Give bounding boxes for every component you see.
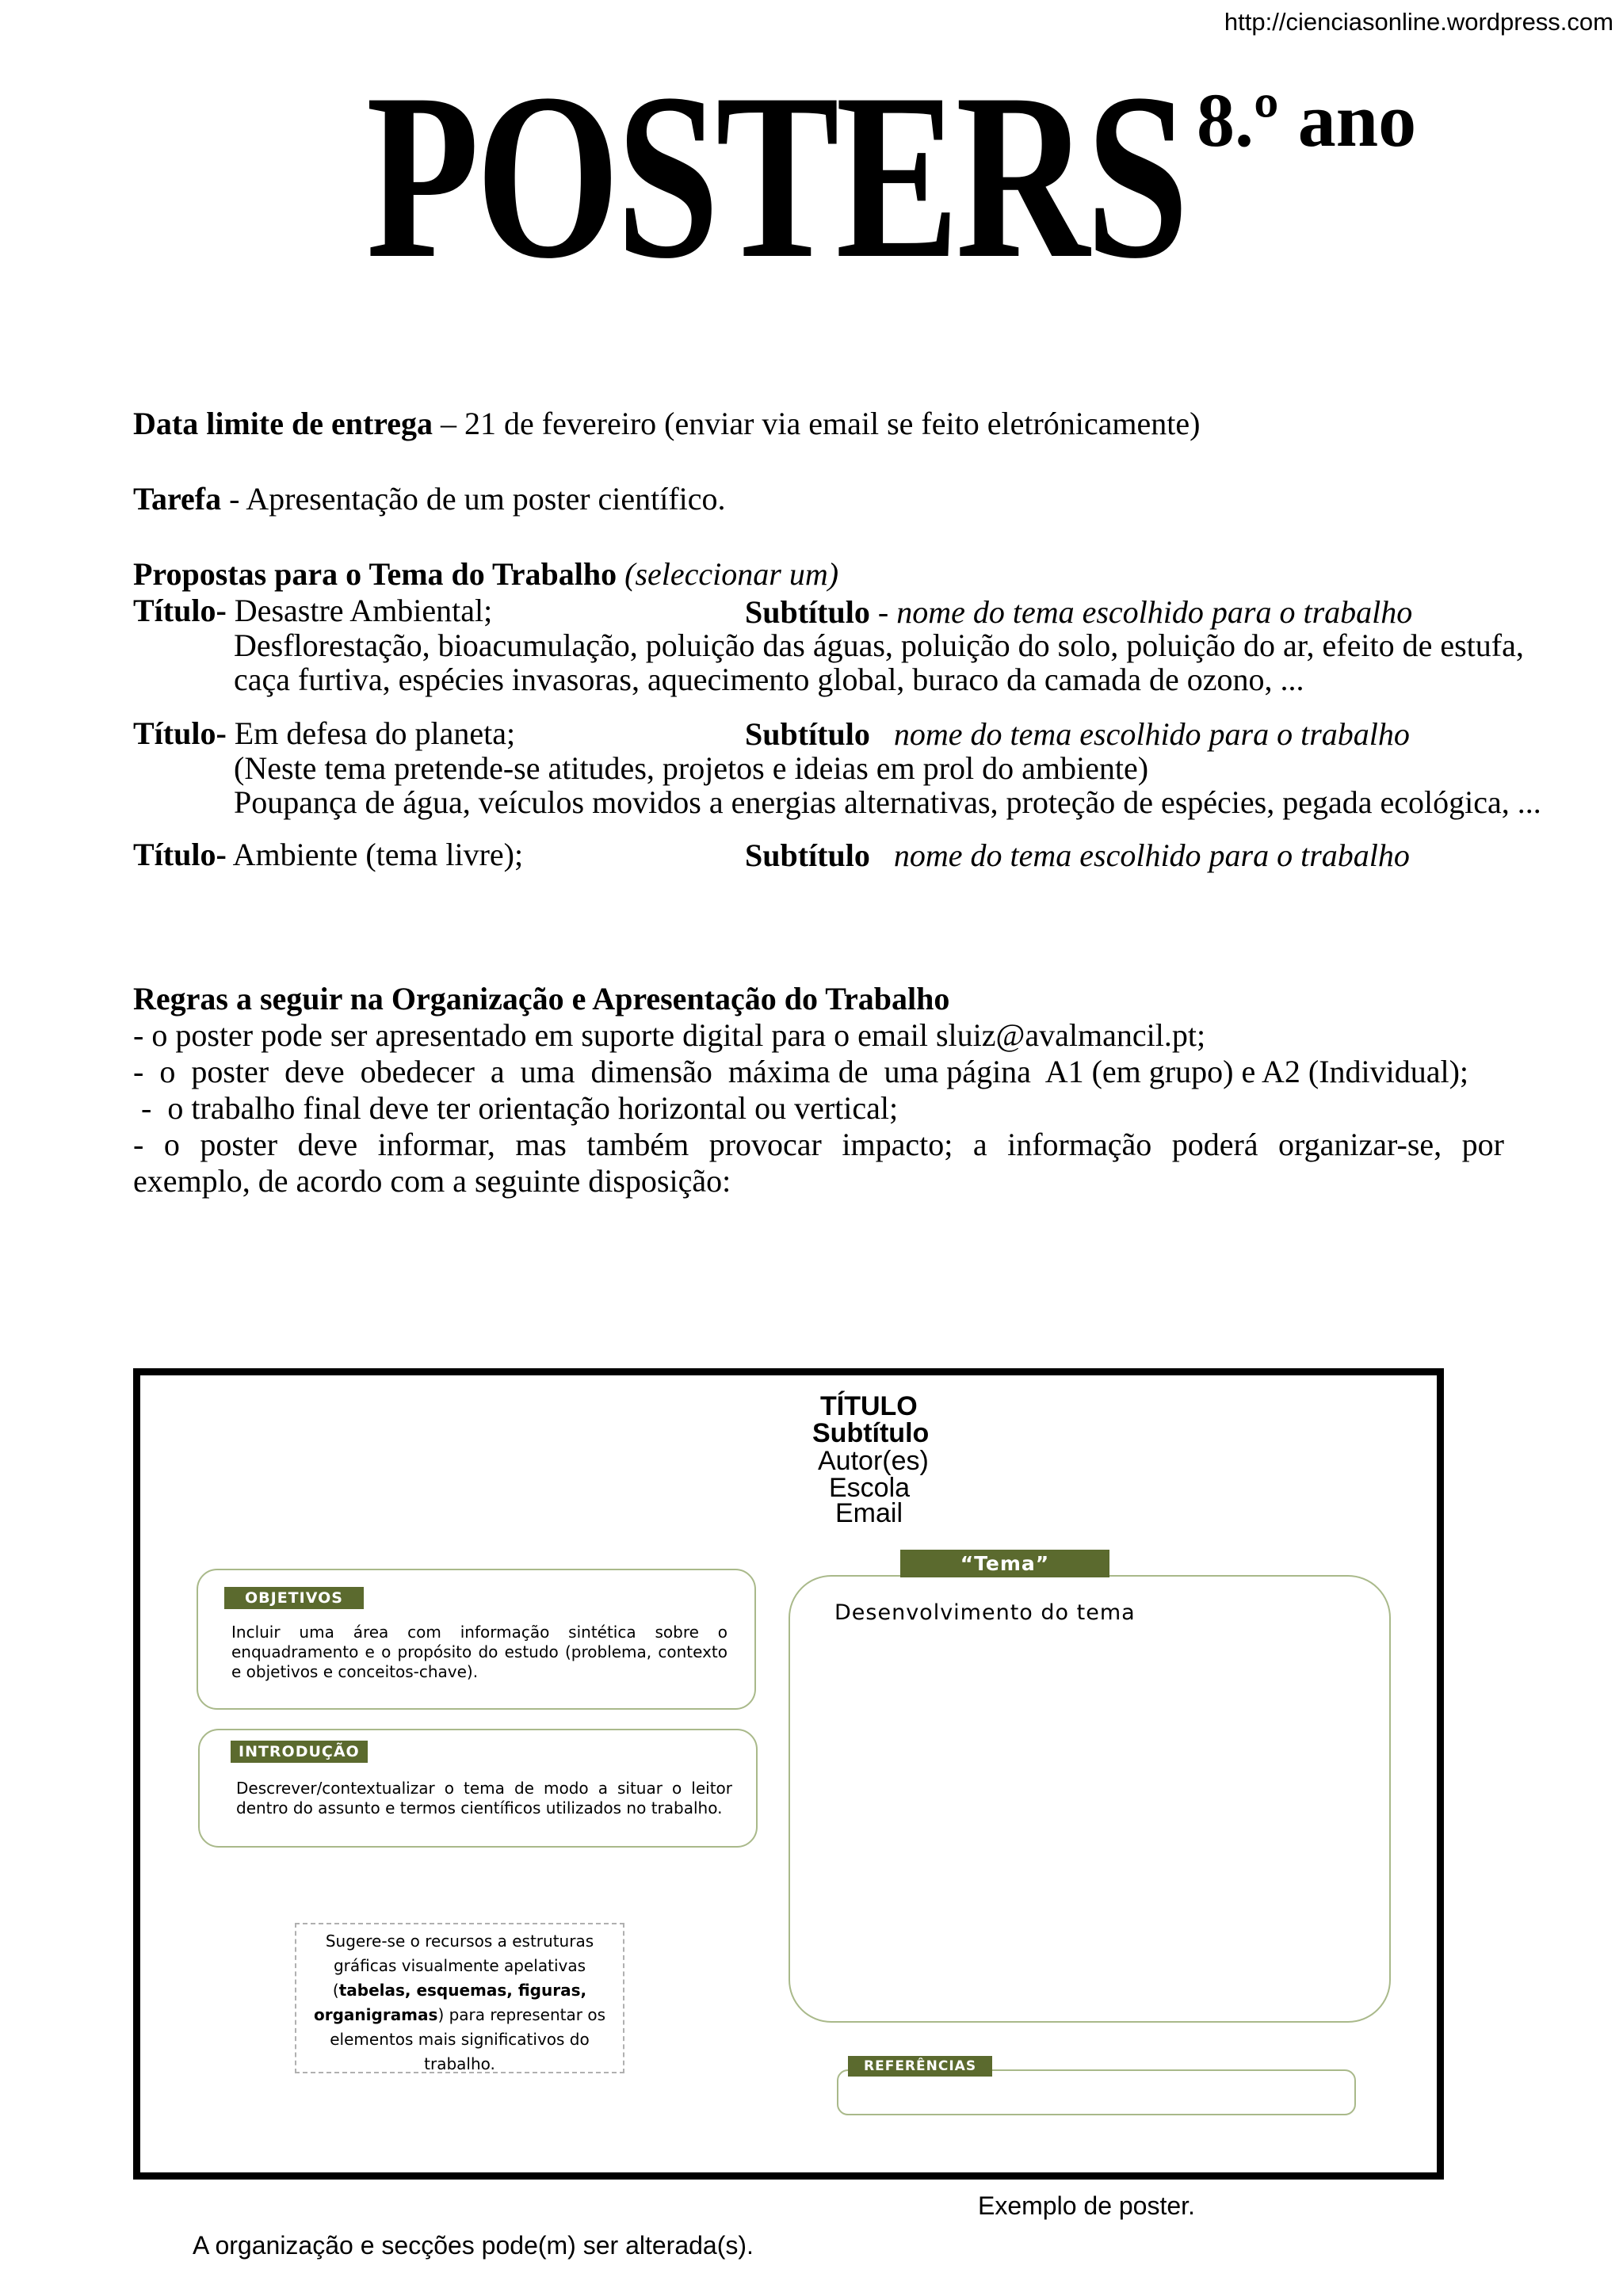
- poster-title: TÍTULO: [820, 1391, 918, 1421]
- rules-heading-text: Regras a seguir na Organização e Apresentação do Trabalho: [133, 981, 950, 1016]
- deadline-text: – 21 de fevereiro (enviar via email se feito eletrónicamente): [433, 406, 1201, 441]
- poster-email: Email: [835, 1498, 903, 1528]
- task-label: Tarefa: [133, 481, 222, 517]
- rule-item: exemplo, de acordo com a seguinte disposição:: [133, 1163, 731, 1199]
- introduction-text: Descrever/contextualizar o tema de modo a situar o leitor dentro do assunto e termos científicos utilizados no trabalho.: [236, 1779, 732, 1817]
- objectives-tag: OBJETIVOS: [224, 1587, 364, 1609]
- proposals-heading: [133, 556, 838, 593]
- suggestion-text-end: ) para representar os elementos mais significativos do trabalho.: [330, 2005, 605, 2073]
- grade-label: 8.º ano: [1197, 78, 1417, 162]
- introduction-tag: INTRODUÇÃO: [231, 1741, 368, 1763]
- source-url[interactable]: http://cienciasonline.wordpress.com: [1224, 8, 1613, 36]
- suggestion-text: Sugere-se o recursos a estruturas gráficas visualmente apelativas (: [325, 1932, 594, 2000]
- suggestion-box: [295, 1923, 624, 2073]
- organization-note: A organização e secções pode(m) ser alterada(s).: [193, 2231, 754, 2260]
- poster-subtitle: Subtítulo: [812, 1418, 930, 1448]
- objectives-text: Incluir uma área com informação sintética sobre o enquadramento e o propósito do estudo (problema, contexto e objetivos e conceitos-chave).: [231, 1623, 727, 1681]
- theme-title: Ambiente (tema livre);: [226, 837, 524, 872]
- theme-title-label: Título-: [133, 593, 227, 628]
- theme-tag: “Tema”: [900, 1550, 1109, 1577]
- poster-school: Escola: [829, 1473, 911, 1503]
- subtitle-label: Subtítulo: [745, 716, 870, 752]
- subtitle-text: nome do tema escolhido para o trabalho: [893, 716, 1410, 752]
- rule-item: - o poster pode ser apresentado em suporte digital para o email sluiz@avalmancil.pt;: [133, 1017, 1206, 1053]
- deadline-line: [133, 406, 1200, 442]
- theme-title: Desastre Ambiental;: [226, 593, 493, 628]
- theme-2-subtitle: [745, 716, 1410, 753]
- theme-1-line-2: caça furtiva, espécies invasoras, aquecimento global, buraco da camada de ozono, ...: [234, 662, 1304, 697]
- theme-box: [789, 1575, 1391, 2023]
- deadline-label: Data limite de entrega: [133, 406, 433, 441]
- theme-2-line-2: Poupança de água, veículos movidos a energias alternativas, proteção de espécies, pegada ecológica, ...: [234, 784, 1541, 820]
- theme-2-line-1: (Neste tema pretende-se atitudes, projetos e ideias em prol do ambiente): [234, 750, 1149, 786]
- theme-development-text: Desenvolvimento do tema: [834, 1600, 1136, 1625]
- rule-item: - o poster deve informar, mas também provocar impacto; a informação poderá organizar-se, por: [133, 1127, 1504, 1162]
- suggestion-bold: tabelas, esquemas, figuras, organigramas: [314, 1981, 587, 2024]
- proposals-label: Propostas para o Tema do Trabalho: [133, 556, 617, 592]
- rule-item: - o poster deve obedecer a uma dimensão máxima de uma página A1 (em grupo) e A2 (Individual);: [133, 1054, 1469, 1089]
- subtitle-label: Subtítulo: [745, 837, 870, 873]
- theme-title-label: Título-: [133, 837, 227, 872]
- task-line: [133, 481, 726, 517]
- theme-3-subtitle: [745, 837, 1410, 874]
- subtitle-separator: -: [869, 594, 897, 630]
- references-tag: REFERÊNCIAS: [848, 2056, 992, 2077]
- poster-authors: Autor(es): [818, 1446, 929, 1476]
- example-caption: Exemplo de poster.: [978, 2191, 1195, 2220]
- theme-1-line-1: Desflorestação, bioacumulação, poluição das águas, poluição do solo, poluição do ar, efeito de estufa,: [234, 627, 1524, 663]
- theme-title: Em defesa do planeta;: [226, 715, 516, 751]
- page-title: POSTERS: [366, 44, 1186, 307]
- subtitle-text: nome do tema escolhido para o trabalho: [893, 837, 1410, 873]
- theme-1-subtitle: [745, 594, 1412, 631]
- subtitle-label: Subtítulo: [745, 594, 870, 630]
- rule-item: - o trabalho final deve ter orientação horizontal ou vertical;: [133, 1090, 899, 1126]
- theme-1-title: [133, 593, 492, 629]
- rules-heading: [133, 981, 949, 1017]
- proposals-note: (seleccionar um): [624, 556, 839, 592]
- theme-title-label: Título-: [133, 715, 227, 751]
- theme-2-title: [133, 715, 515, 752]
- task-text: - Apresentação de um poster científico.: [221, 481, 726, 517]
- subtitle-text: nome do tema escolhido para o trabalho: [896, 594, 1413, 630]
- theme-3-title: [133, 837, 523, 873]
